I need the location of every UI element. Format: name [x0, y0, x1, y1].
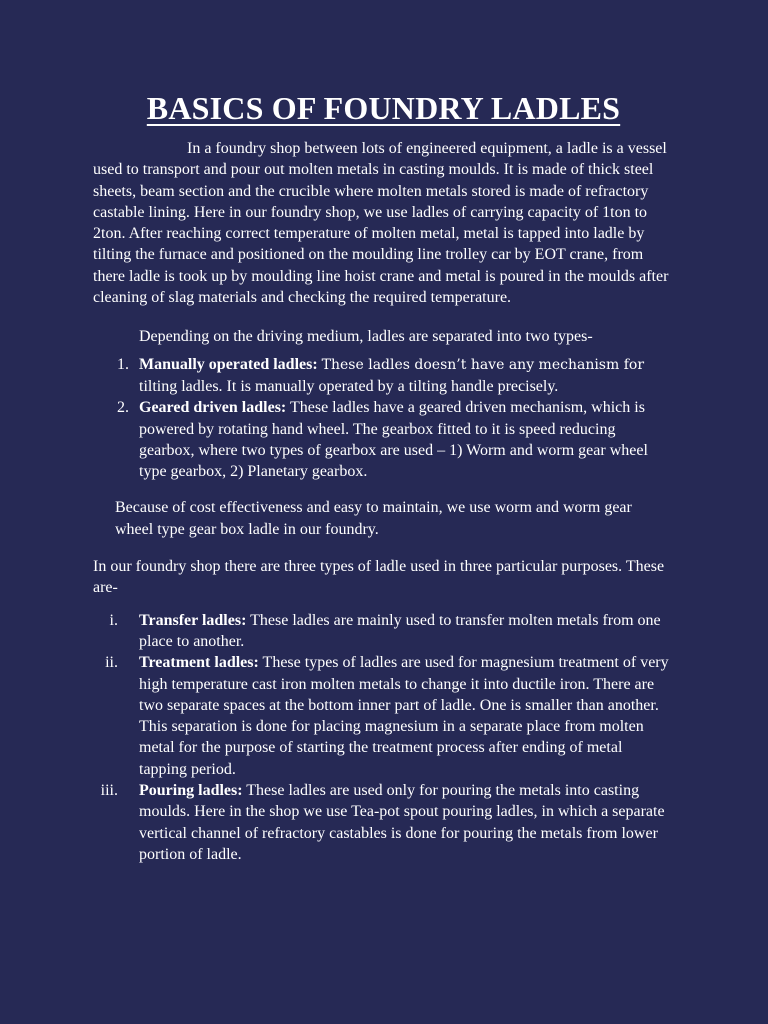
- list-text: These types of ladles are used for magnesium treatment of very high temperature cast iron molten metals to change it into ductile iron. There are two separate spaces at the bottom inner part of ladle. One is smaller than another. This separation is done for placing magnesium in a separate place from molten metal for the purpose of starting the treatment process after ending of metal tapping period.: [139, 654, 669, 778]
- document-title: BASICS OF FOUNDRY LADLES: [146, 90, 621, 126]
- list-term: Geared driven ladles:: [139, 399, 287, 417]
- list-item: [93, 610, 674, 653]
- list-number: i.: [109, 611, 118, 629]
- list-item: [93, 780, 674, 865]
- list-term: Pouring ladles:: [139, 782, 243, 800]
- ladle-purposes-list: [93, 610, 674, 866]
- list-item: [93, 397, 674, 482]
- list-number: 1.: [117, 355, 129, 373]
- ladle-types-lead: Depending on the driving medium, ladles are separated into two types-: [139, 328, 593, 346]
- list-text: These ladles are used only for pouring the metals into casting moulds. Here in the shop we use Tea-pot spout pouring ladles, in which a separate vertical channel of refractory castables is done for pouring the metals from lower portion of ladle.: [139, 782, 665, 863]
- list-term: Manually operated ladles:: [139, 355, 318, 373]
- list-text: These ladles are mainly used to transfer molten metals from one place to another.: [139, 611, 661, 650]
- list-text: These ladles doesn’t have any mechanism for: [321, 356, 645, 373]
- list-number: iii.: [100, 782, 118, 800]
- purposes-lead: In our foundry shop there are three types of ladle used in three particular purposes. These are-: [93, 558, 665, 597]
- list-text: tilting ladles. It is manually operated by a tilting handle precisely.: [139, 377, 559, 395]
- ladle-types-list: [93, 354, 674, 483]
- list-item: [93, 652, 674, 780]
- list-item: [93, 354, 674, 398]
- list-text: These ladles have a geared driven mechanism, which is powered by rotating hand wheel. The gearbox fitted to it is speed reducing gearbox, where two types of gearbox are used – 1) Worm and worm gear wheel type gearbox, 2) Planetary gearbox.: [139, 399, 648, 481]
- list-number: 2.: [117, 399, 129, 417]
- list-term: Transfer ladles:: [139, 611, 247, 629]
- cost-paragraph: Because of cost effectiveness and easy to maintain, we use worm and worm gear wheel type gear box ladle in our foundry.: [115, 499, 632, 538]
- list-term: Treatment ladles:: [139, 654, 259, 672]
- intro-paragraph: In a foundry shop between lots of engineered equipment, a ladle is a vessel used to transport and pour out molten metals in casting moulds. It is made of thick steel sheets, beam section and the crucible where molten metals stored is made of refractory castable lining. Here in our foundry shop, we use ladles of carrying capacity of 1ton to 2ton. After reaching correct temperature of molten metal, metal is tapped into ladle by tilting the furnace and positioned on the moulding line trolley car by EOT crane, from there ladle is took up by moulding line hoist crane and metal is poured in the moulds after cleaning of slag materials and checking the required temperature.: [93, 140, 669, 307]
- list-number: ii.: [105, 654, 118, 672]
